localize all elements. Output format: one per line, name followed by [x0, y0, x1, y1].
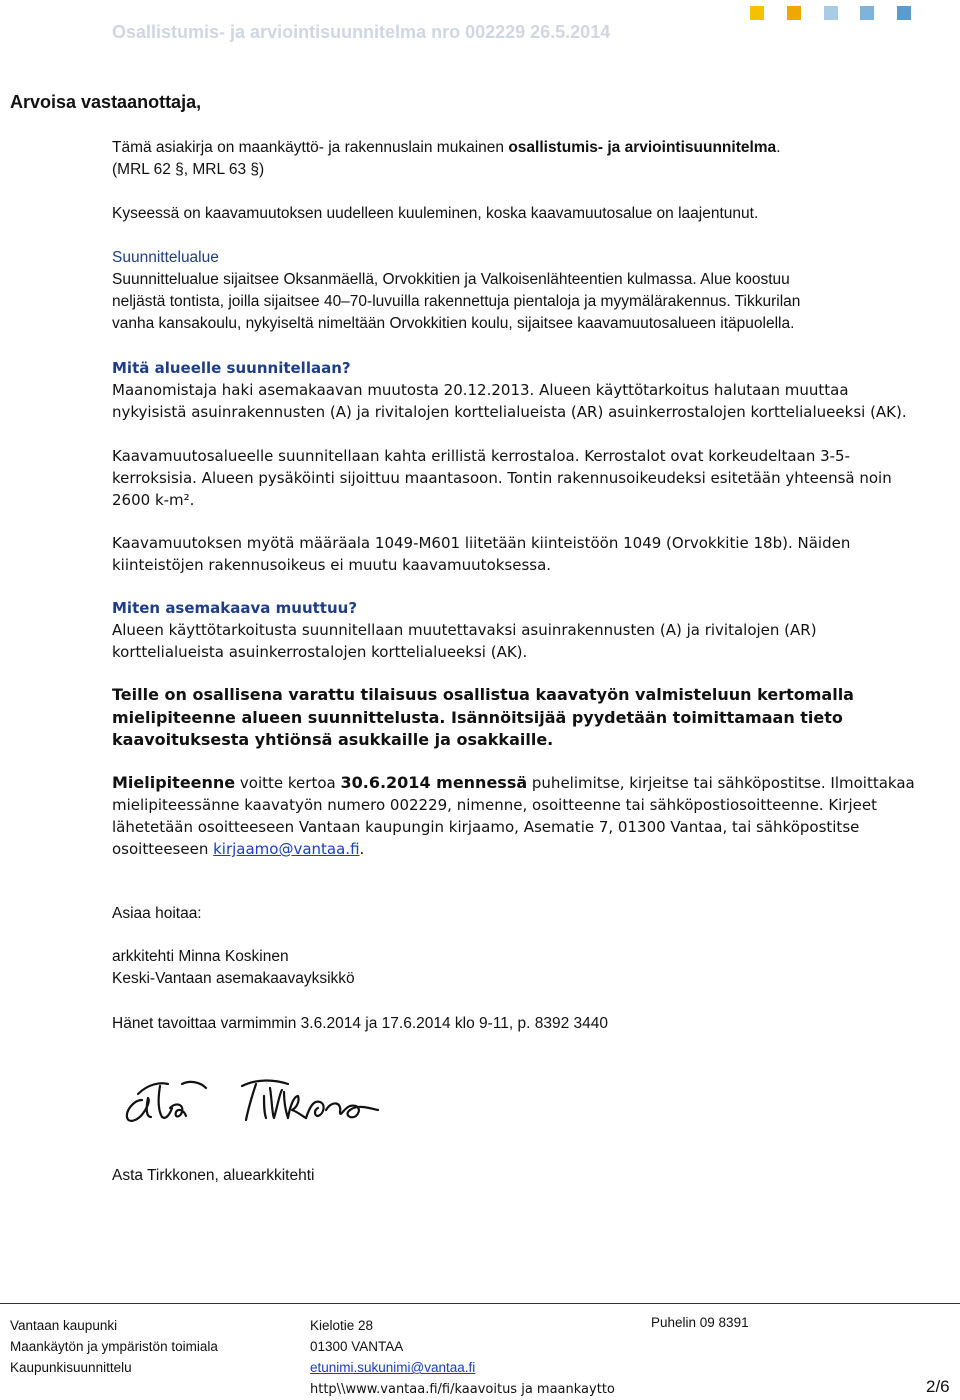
handler-unit: Keski-Vantaan asemakaavayksikkö — [112, 970, 355, 987]
plan-line: Maanomistaja haki asemakaavan muutosta 20.12.2013. Alueen käyttötarkoitus halutaan muuttaa — [112, 381, 849, 399]
intro-text: Tämä asiakirja on maankäyttö- ja rakennuslain mukainen — [112, 139, 509, 156]
brand-square — [750, 6, 764, 20]
plan-line: Kaavamuutosalueelle suunnitellaan kahta erillistä kerrostaloa. Kerrostalot ovat korkeudeltaan 3-5- — [112, 447, 851, 465]
document-header-title: Osallistumis- ja arviointisuunnitelma nro 002229 26.5.2014 — [112, 22, 611, 42]
footer-email-link[interactable]: etunimi.sukunimi@vantaa.fi — [310, 1360, 476, 1375]
area-line: neljästä tontista, joilla sijaitsee 40–70-luvuilla rakennettuja pientaloja ja myymälärakennus. Tikkurilan — [112, 293, 801, 310]
footer-org — [10, 1315, 218, 1378]
intro-bold-text: osallistumis- ja arviointisuunnitelma — [508, 139, 777, 156]
footer-postal: 01300 VANTAA — [310, 1339, 404, 1354]
opinion-line: mielipiteessänne kaavatyön numero 002229, nimenne, osoitteenne tai sähköpostiosoitteenne. Kirjeet — [112, 796, 878, 814]
signer-name: Asta Tirkkonen, aluearkkitehti — [112, 1167, 315, 1184]
opinion-text: osoitteeseen — [112, 840, 214, 858]
opinion-block — [112, 772, 915, 860]
footer-department: Maankäytön ja ympäristön toimiala — [10, 1339, 218, 1354]
footer-phone: Puhelin 09 8391 — [651, 1315, 749, 1330]
change-heading: Miten asemakaava muuttuu? — [112, 599, 358, 617]
opinion-line — [112, 772, 915, 794]
notice-block — [112, 684, 854, 752]
brand-square — [787, 6, 801, 20]
change-line: Alueen käyttötarkoitusta suunnitellaan muutettavaksi asuinrakennusten (A) ja rivitalojen (AR) — [112, 621, 817, 639]
reach-info: Hänet tavoittaa varmimmin 3.6.2014 ja 17.6.2014 klo 9-11, p. 8392 3440 — [112, 1015, 609, 1032]
opinion-text: voitte kertoa — [235, 774, 341, 792]
area-section — [112, 247, 800, 335]
plan-heading: Mitä alueelle suunnitellaan? — [112, 359, 351, 377]
footer-unit: Kaupunkisuunnittelu — [10, 1360, 132, 1375]
email-link[interactable]: kirjaamo@vantaa.fi — [213, 840, 360, 858]
plan-line: kerroksisia. Alueen pysäköinti sijoittuu maantasoon. Tontin rakennusoikeudeksi esitetään yhteensä noin — [112, 469, 892, 487]
brand-square — [897, 6, 911, 20]
plan-buildings — [112, 445, 892, 511]
notice-line: Teille on osallisena varattu tilaisuus osallistua kaavatyön valmisteluun kertomalla — [112, 685, 854, 704]
plan-line: 2600 k-m². — [112, 491, 195, 509]
footer-street: Kielotie 28 — [310, 1318, 374, 1333]
notice-line: kaavoituksesta yhtiönsä asukkaille ja osakkaille. — [112, 730, 554, 749]
intro-block — [112, 137, 781, 181]
footer-website: http\\www.vantaa.fi/fi/kaavoitus ja maankaytto — [310, 1382, 615, 1397]
brand-square — [860, 6, 874, 20]
area-heading: Suunnittelualue — [112, 249, 219, 266]
handler-name: arkkitehti Minna Koskinen — [112, 948, 289, 965]
intro-period: . — [776, 139, 781, 156]
intro-line — [112, 137, 781, 159]
opinion-period: . — [359, 840, 365, 858]
area-line: vanha kansakoulu, nykyiseltä nimeltään Orvokkitien koulu, sijaitsee kaavamuutosalueen itäpuolella. — [112, 315, 795, 332]
opinion-line — [112, 838, 915, 860]
reason-line: Kyseessä on kaavamuutoksen uudelleen kuuleminen, koska kaavamuutosalue on laajentunut. — [112, 205, 759, 222]
brand-square — [824, 6, 838, 20]
handwritten-signature — [118, 1070, 408, 1140]
plan-line: Kaavamuutoksen myötä määräala 1049-M601 liitetään kiinteistöön 1049 (Orvokkitie 18b). Näiden — [112, 534, 851, 552]
opinion-bold: Mielipiteenne — [112, 773, 236, 792]
footer-address — [310, 1315, 615, 1400]
handler-block — [112, 946, 355, 990]
footer-org-name: Vantaan kaupunki — [10, 1318, 118, 1333]
plan-line: kiinteistöjen rakennusoikeus ei muutu kaavamuutoksessa. — [112, 556, 552, 574]
footer-divider — [0, 1303, 960, 1304]
handler-label: Asiaa hoitaa: — [112, 905, 202, 922]
deadline-bold: 30.6.2014 mennessä — [340, 773, 528, 792]
mrl-reference: (MRL 62 §, MRL 63 §) — [112, 161, 265, 178]
area-line: Suunnittelualue sijaitsee Oksanmäellä, Orvokkitien ja Valkoisenlähteentien kulmassa. Alue koostuu — [112, 271, 790, 288]
plan-parcel — [112, 532, 850, 576]
page-number: 2/6 — [926, 1377, 950, 1396]
opinion-line: lähetetään osoitteeseen Vantaan kaupungin kirjaamo, Asematie 7, 01300 Vantaa, tai sähköpostitse — [112, 818, 860, 836]
change-section — [112, 597, 817, 663]
salutation: Arvoisa vastaanottaja, — [10, 92, 202, 112]
plan-line: nykyisistä asuinrakennusten (A) ja rivitalojen korttelialueista (AR) asuinkerrostalojen korttelialueeksi (AK). — [112, 403, 907, 421]
opinion-text: puhelimitse, kirjeitse tai sähköpostitse. Ilmoittakaa — [527, 774, 915, 792]
notice-line: mielipiteenne alueen suunnittelusta. Isännöitsijää pyydetään toimittamaan tieto — [112, 707, 843, 727]
plan-section — [112, 357, 907, 423]
change-line: korttelialueista asuinkerrostalojen korttelialueeksi (AK). — [112, 643, 528, 661]
